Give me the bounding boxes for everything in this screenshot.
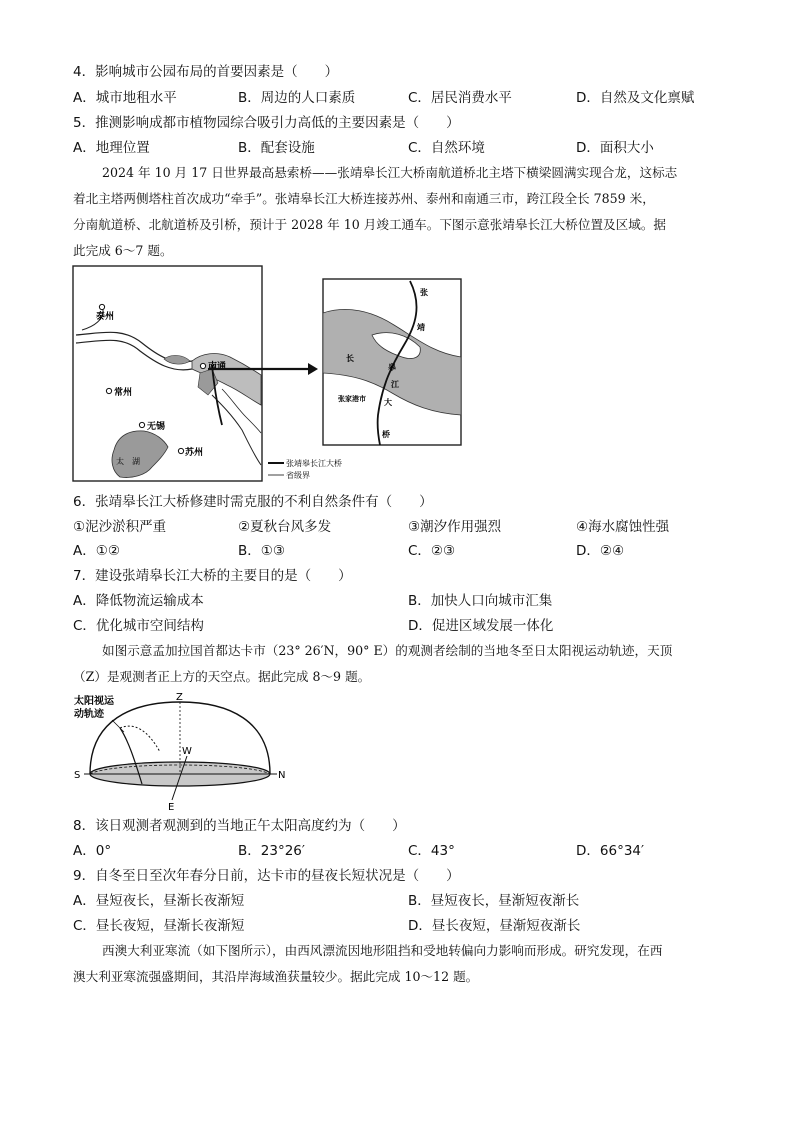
- question-9-stem: 9．自冬至日至次年春分日前，达卡市的昼夜长短状况是（ ）: [73, 868, 460, 884]
- q6-item-3: ③潮汐作用强烈: [408, 519, 502, 535]
- inset-label-chang: 长: [346, 354, 354, 363]
- passage-1-line-3: 分南航道桥、北航道桥及引桥，预计于 2028 年 10 月竣工通车。下图示意张靖皋长江大桥位置及区域。据: [73, 217, 667, 232]
- legend-border: 省级界: [286, 471, 310, 480]
- question-7-stem: 7．建设张靖皋长江大桥的主要目的是（ ）: [73, 568, 352, 584]
- question-4-stem: 4．影响城市公园布局的首要因素是（ ）: [73, 64, 339, 80]
- q8-option-a[interactable]: A．0°: [73, 843, 112, 859]
- q8-option-b[interactable]: B．23°26′: [238, 843, 305, 859]
- question-8-stem: 8．该日观测者观测到的当地正午太阳高度约为（ ）: [73, 818, 406, 834]
- q6-item-2: ②夏秋台风多发: [238, 519, 332, 535]
- q4-option-d[interactable]: D．自然及文化禀赋: [576, 90, 695, 106]
- q9-option-b[interactable]: B．昼短夜长，昼渐短夜渐长: [408, 893, 580, 909]
- q6-option-c[interactable]: C．②③: [408, 543, 456, 559]
- inset-label-zhangjiagang: 张家港市: [338, 395, 366, 403]
- sun-path-diagram: [72, 690, 287, 812]
- q8-option-c[interactable]: C．43°: [408, 843, 455, 859]
- question-5-stem: 5．推测影响成都市植物园综合吸引力高低的主要因素是（ ）: [73, 115, 460, 131]
- q9-option-c[interactable]: C．昼长夜短，昼渐长夜渐短: [73, 918, 245, 934]
- inset-bridge-char-2: 靖: [417, 323, 425, 332]
- q8-option-d[interactable]: D．66°34′: [576, 843, 645, 859]
- q6-option-b[interactable]: B．①③: [238, 543, 285, 559]
- passage-1-line-4: 此完成 6～7 题。: [73, 243, 173, 258]
- q5-option-a[interactable]: A．地理位置: [73, 140, 150, 156]
- map-label-wuxi: 无锡: [147, 422, 166, 432]
- inset-bridge-char-4: 江: [391, 380, 399, 389]
- sunpath-south-label: S: [74, 770, 81, 781]
- map-label-taizhou: 泰州: [96, 312, 115, 322]
- sunpath-west-label: W: [182, 746, 192, 757]
- passage-3-line-2: 澳大利亚寒流强盛期间，其沿岸海域渔获量较少。据此完成 10～12 题。: [73, 969, 479, 984]
- map-label-nantong: 南通: [208, 362, 227, 372]
- map-label-taihu: 太 湖: [116, 457, 140, 466]
- inset-bridge-char-1: 张: [420, 288, 428, 297]
- q6-item-1: ①泥沙淤积严重: [73, 519, 167, 535]
- sunpath-zenith-label: Z: [176, 692, 183, 703]
- question-6-stem: 6．张靖皋长江大桥修建时需克服的不利自然条件有（ ）: [73, 494, 433, 510]
- passage-1-line-2: 着北主塔两侧塔柱首次成功“牵手”。张靖皋长江大桥连接苏州、泰州和南通三市，跨江段全长 7859 米，: [73, 191, 655, 206]
- sunpath-north-label: N: [278, 770, 286, 781]
- map-label-suzhou: 苏州: [185, 448, 204, 458]
- q4-option-c[interactable]: C．居民消费水平: [408, 90, 512, 106]
- q5-option-c[interactable]: C．自然环境: [408, 140, 485, 156]
- passage-3-line-1: 西澳大利亚寒流（如下图所示），由西风漂流因地形阻挡和受地转偏向力影响而形成。研究发现，在西: [102, 943, 663, 958]
- q4-option-a[interactable]: A．城市地租水平: [73, 90, 177, 106]
- passage-2-line-1: 如图示意孟加拉国首都达卡市（23° 26′N，90° E）的观测者绘制的当地冬至日太阳视运动轨迹，天顶: [102, 643, 673, 658]
- sunpath-label-line2: 动轨迹: [74, 709, 104, 720]
- q7-option-d[interactable]: D．促进区域发展一体化: [408, 618, 554, 634]
- bridge-location-map: [72, 265, 472, 485]
- passage-2-line-2: （Z）是观测者正上方的天空点。据此完成 8～9 题。: [73, 669, 371, 684]
- q6-option-d[interactable]: D．②④: [576, 543, 625, 559]
- inset-bridge-char-6: 桥: [382, 430, 390, 439]
- passage-1-line-1: 2024 年 10 月 17 日世界最高悬索桥——张靖皋长江大桥南航道桥北主塔下横梁圆满实现合龙，这标志: [102, 165, 678, 180]
- q7-option-b[interactable]: B．加快人口向城市汇集: [408, 593, 553, 609]
- inset-bridge-char-3: 皋: [388, 363, 396, 372]
- q7-option-c[interactable]: C．优化城市空间结构: [73, 618, 204, 634]
- q5-option-b[interactable]: B．配套设施: [238, 140, 315, 156]
- q7-option-a[interactable]: A．降低物流运输成本: [73, 593, 204, 609]
- q6-option-a[interactable]: A．①②: [73, 543, 120, 559]
- q4-option-b[interactable]: B．周边的人口素质: [238, 90, 356, 106]
- map-label-changzhou: 常州: [114, 388, 133, 398]
- sunpath-east-label: E: [168, 802, 175, 812]
- legend-bridge: 张靖皋长江大桥: [286, 459, 342, 468]
- q9-option-a[interactable]: A．昼短夜长，昼渐长夜渐短: [73, 893, 245, 909]
- q6-item-4: ④海水腐蚀性强: [576, 519, 670, 535]
- q5-option-d[interactable]: D．面积大小: [576, 140, 654, 156]
- sunpath-label-line1: 太阳视运: [74, 696, 114, 707]
- q9-option-d[interactable]: D．昼长夜短，昼渐短夜渐长: [408, 918, 581, 934]
- inset-bridge-char-5: 大: [384, 398, 392, 407]
